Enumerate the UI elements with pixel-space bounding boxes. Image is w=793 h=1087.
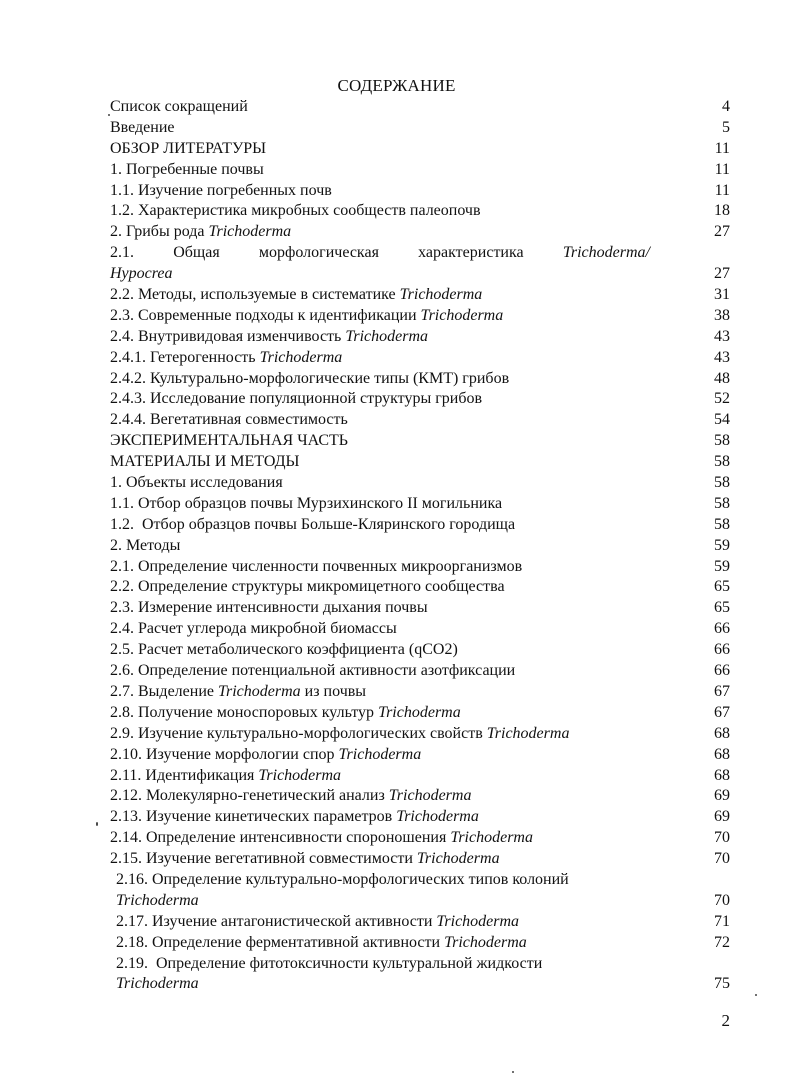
toc-entry-title: [110, 703, 461, 724]
toc-entry: [110, 473, 730, 494]
toc-entry: [110, 243, 730, 264]
toc-entry: [110, 807, 730, 828]
toc-entry-text: 2.12. Молекулярно-генетический анализ: [110, 787, 389, 805]
toc-entry-title: [110, 682, 366, 703]
scan-speck: [96, 822, 98, 826]
toc-entry-taxon: Trichoderma: [378, 703, 461, 721]
toc-entry-page: 71: [714, 912, 730, 930]
toc-entry-page: 68: [714, 724, 730, 742]
toc-entry: [110, 410, 730, 431]
toc-entry-title: [110, 661, 515, 682]
toc-entry-taxon: Trichoderma: [444, 933, 527, 951]
toc-entry-text: 2.19. Определение фитотоксичности культуральной жидкости: [116, 954, 543, 972]
toc-entry: [110, 849, 730, 870]
toc-entry-page: 58: [714, 474, 730, 492]
toc-entry-title: [110, 745, 421, 766]
toc-entry-page: 67: [714, 703, 730, 721]
toc-entry-title: [110, 724, 569, 745]
toc-entry-title: [110, 431, 348, 452]
toc-entry-taxon: Trichoderma: [259, 348, 343, 366]
toc-entry-page: 72: [714, 933, 730, 951]
toc-entry-title: [110, 557, 522, 578]
toc-entry: [110, 974, 730, 995]
toc-entry-title: [110, 849, 500, 870]
scan-speck: [755, 994, 757, 996]
toc-entry-title: [110, 786, 471, 807]
toc-entry-text: 2.10. Изучение морфологии спор: [110, 745, 339, 763]
toc-entry: [110, 912, 730, 933]
toc-entry-text: 2.4.4. Вегетативная совместимость: [110, 411, 348, 429]
toc-entry-page: 18: [714, 202, 730, 220]
toc-entry-taxon: Hypocrea: [110, 265, 173, 283]
toc-entry: [110, 891, 730, 912]
toc-entry-word: 2.1.: [110, 244, 134, 262]
toc-entry-taxon: Trichoderma: [258, 766, 342, 784]
toc-entry-title: [110, 160, 264, 181]
toc-entry-taxon: Trichoderma: [116, 975, 199, 993]
toc-entry-title: [110, 766, 341, 787]
toc-entry-page: 31: [714, 286, 730, 304]
toc-entry: [110, 724, 730, 745]
toc-entry-title: [110, 598, 428, 619]
toc-entry-title: [110, 264, 173, 285]
scan-speck: [108, 114, 110, 116]
toc-entry-page: 52: [714, 390, 730, 408]
toc-entry-page: 68: [714, 745, 730, 763]
toc-entry-page: 11: [714, 139, 730, 157]
toc-entry-text: 1.1. Изучение погребенных почв: [110, 181, 332, 199]
toc-entry: [110, 139, 730, 160]
toc-entry-title: [110, 222, 291, 243]
page-number: 2: [721, 1011, 730, 1030]
toc-entry: [110, 515, 730, 536]
toc-entry: [110, 285, 730, 306]
toc-entry-taxon: Trichoderma: [338, 745, 422, 763]
table-of-contents: [110, 97, 730, 995]
toc-entry: [110, 452, 730, 473]
toc-entry-title: [110, 807, 479, 828]
toc-entry-text: ОБЗОР ЛИТЕРАТУРЫ: [110, 139, 267, 157]
toc-entry-title: [110, 285, 482, 306]
page-title: СОДЕРЖАНИЕ: [337, 76, 456, 95]
toc-entry-text: Список сокращений: [110, 98, 248, 115]
toc-entry-title: [110, 452, 299, 473]
toc-entry-page: 65: [714, 578, 730, 596]
toc-entry-page: 70: [714, 829, 730, 847]
toc-entry-title: [116, 870, 569, 891]
toc-entry: [110, 264, 730, 285]
toc-entry: [110, 598, 730, 619]
toc-entry: [110, 577, 730, 598]
toc-entry-page: 27: [714, 223, 730, 241]
toc-entry-taxon: Trichoderma: [208, 223, 292, 241]
toc-entry-title: [110, 536, 180, 557]
toc-entry-text: Введение: [110, 118, 175, 136]
toc-entry: [110, 536, 730, 557]
toc-entry: [110, 389, 730, 410]
toc-entry-title: [110, 306, 503, 327]
toc-entry-title: [110, 389, 482, 410]
toc-entry-text: 2.2. Методы, используемые в систематике: [110, 286, 400, 304]
toc-entry-page: 68: [714, 766, 730, 784]
toc-entry: [110, 619, 730, 640]
toc-entry-title: [110, 139, 266, 160]
toc-entry: [110, 118, 730, 139]
toc-entry: [110, 160, 730, 181]
toc-entry-text: 2.3. Современные подходы к идентификации: [110, 306, 421, 324]
toc-entry-title: [110, 577, 505, 598]
toc-entry: [110, 828, 730, 849]
toc-entry: [110, 557, 730, 578]
toc-entry-text: 2.1. Определение численности почвенных микроорганизмов: [110, 557, 523, 575]
toc-entry: [110, 640, 730, 661]
toc-entry-page: 66: [714, 641, 730, 659]
toc-entry: [110, 661, 730, 682]
toc-entry-text: 2.18. Определение ферментативной активности: [116, 933, 445, 951]
toc-entry-page: 58: [714, 494, 730, 512]
toc-entry-text: 2.11. Идентификация: [110, 766, 259, 784]
toc-entry-text: 2.14. Определение интенсивности спороношения: [110, 829, 451, 847]
toc-entry-text-suffix: из почвы: [300, 682, 367, 700]
toc-entry-title: [110, 410, 348, 431]
toc-entry-text: 2.2. Определение структуры микромицетного сообщества: [110, 578, 505, 596]
toc-entry-title: [110, 828, 533, 849]
toc-entry-word: Общая: [173, 244, 220, 262]
toc-entry-title: [110, 640, 458, 661]
toc-entry-page: 48: [714, 369, 730, 387]
toc-entry-page: 66: [714, 620, 730, 638]
toc-entry: [110, 766, 730, 787]
toc-entry-taxon: Trichoderma: [345, 327, 429, 345]
toc-entry-text: 2. Методы: [110, 536, 181, 554]
toc-entry-page: 59: [714, 557, 730, 575]
toc-entry-page: 27: [714, 265, 730, 283]
toc-entry-text: 2.5. Расчет метаболического коэффициента (qCO2): [110, 641, 458, 659]
toc-entry: [110, 97, 730, 118]
toc-entry-text: 2.4.2. Культурально-морфологические типы (КМТ) грибов: [110, 369, 510, 387]
scan-speck: [512, 1071, 514, 1073]
toc-entry-text: 2.4. Внутривидовая изменчивость: [110, 327, 346, 345]
toc-entry-taxon: Trichoderma: [486, 724, 570, 742]
toc-entry-text: 2.4.3. Исследование популяционной структуры грибов: [110, 390, 483, 408]
toc-entry-text: 1.1. Отбор образцов почвы Мурзихинского II могильника: [110, 494, 503, 512]
toc-entry: [110, 306, 730, 327]
toc-entry-page: 4: [722, 98, 730, 115]
toc-entry-taxon: Trichoderma: [396, 808, 479, 826]
toc-entry: [110, 786, 730, 807]
toc-entry-page: 54: [714, 411, 730, 429]
toc-entry-title: [116, 891, 199, 912]
toc-entry: [110, 682, 730, 703]
toc-entry-taxon: Trichoderma: [217, 682, 301, 700]
toc-entry: [110, 181, 730, 202]
toc-entry-text: 2. Грибы рода: [110, 223, 209, 241]
toc-entry-page: 11: [714, 160, 730, 178]
toc-entry: [110, 222, 730, 243]
toc-entry-title: [116, 912, 519, 933]
toc-entry-text: 2.15. Изучение вегетативной совместимости: [110, 850, 417, 868]
toc-entry: [110, 431, 730, 452]
toc-entry-page: 58: [714, 432, 730, 450]
toc-entry-text: 1.2. Характеристика микробных сообществ палеопочв: [110, 202, 481, 220]
toc-entry-title: [110, 369, 509, 390]
toc-entry-title: [110, 619, 397, 640]
toc-entry: [110, 870, 730, 891]
toc-entry-taxon: Trichoderma: [450, 829, 533, 847]
toc-entry-text: 2.16. Определение культурально-морфологических типов колоний: [116, 870, 569, 888]
toc-entry-text: 2.6. Определение потенциальной активности азотфиксации: [110, 662, 516, 680]
toc-entry-text: ЭКСПЕРИМЕНТАЛЬНАЯ ЧАСТЬ: [110, 432, 348, 450]
toc-entry-page: 70: [714, 850, 730, 868]
toc-entry-taxon: Trichoderma: [416, 850, 500, 868]
toc-entry-page: 66: [714, 662, 730, 680]
toc-entry: [110, 369, 730, 390]
toc-entry-taxon: Trichoderma: [116, 891, 199, 909]
toc-entry-text: 1.2. Отбор образцов почвы Больше-Кляринского городища: [110, 515, 516, 533]
toc-entry-page: 43: [714, 327, 730, 345]
toc-entry-page: 38: [714, 306, 730, 324]
toc-entry-text: 2.7. Выделение: [110, 682, 218, 700]
toc-entry-page: 11: [714, 181, 730, 199]
toc-entry-taxon: Trichoderma: [399, 286, 483, 304]
toc-entry-text: 1. Объекты исследования: [110, 474, 283, 492]
toc-entry-title: [110, 201, 481, 222]
toc-entry-text: 2.17. Изучение антагонистической активности: [116, 912, 437, 930]
toc-entry-page: 59: [714, 536, 730, 554]
toc-entry-title: [110, 494, 502, 515]
toc-entry-title: [116, 974, 199, 995]
toc-entry: [110, 494, 730, 515]
toc-entry-page: 65: [714, 599, 730, 617]
toc-entry-text: 2.9. Изучение культурально-морфологических свойств: [110, 724, 487, 742]
toc-entry-page: 5: [722, 118, 730, 136]
toc-entry-title: [116, 933, 527, 954]
toc-entry-title: [110, 181, 332, 202]
toc-entry-page: 69: [714, 787, 730, 805]
toc-entry: [110, 745, 730, 766]
toc-entry-taxon: Trichoderma: [420, 306, 504, 324]
toc-entry-text: 2.4. Расчет углерода микробной биомассы: [110, 620, 397, 638]
toc-entry-word: морфологическая: [258, 244, 379, 262]
toc-entry-text: 2.3. Измерение интенсивности дыхания почвы: [110, 599, 428, 617]
toc-entry-taxon: Trichoderma/: [562, 244, 650, 262]
toc-entry-page: 58: [714, 453, 730, 471]
toc-entry-title: [110, 515, 515, 536]
toc-entry: [110, 327, 730, 348]
toc-entry-title: [110, 327, 428, 348]
toc-entry: [110, 201, 730, 222]
toc-entry-page: 70: [714, 891, 730, 909]
toc-entry-text: 2.4.1. Гетерогенность: [110, 348, 260, 366]
toc-entry: [110, 933, 730, 954]
toc-entry: [110, 954, 730, 975]
toc-entry-title: [110, 118, 175, 139]
toc-entry-page: 67: [714, 682, 730, 700]
toc-entry-text: МАТЕРИАЛЫ И МЕТОДЫ: [110, 453, 300, 471]
toc-entry: [110, 348, 730, 369]
toc-entry-page: 58: [714, 515, 730, 533]
toc-entry-word: характеристика: [418, 244, 524, 262]
toc-entry-text: 2.8. Получение моноспоровых культур: [110, 703, 379, 721]
toc-entry-title: [110, 473, 283, 494]
toc-entry-page: 43: [714, 348, 730, 366]
toc-entry-title: [110, 243, 650, 264]
toc-entry-page: 69: [714, 808, 730, 826]
toc-entry-title: [110, 97, 248, 118]
toc-entry-title: [110, 348, 342, 369]
toc-entry-taxon: Trichoderma: [436, 912, 520, 930]
toc-entry-title: [116, 954, 542, 975]
toc-entry: [110, 703, 730, 724]
toc-entry-text: 1. Погребенные почвы: [110, 160, 264, 178]
toc-entry-page: 75: [714, 975, 730, 993]
toc-entry-text: 2.13. Изучение кинетических параметров: [110, 808, 397, 826]
toc-entry-taxon: Trichoderma: [388, 787, 472, 805]
